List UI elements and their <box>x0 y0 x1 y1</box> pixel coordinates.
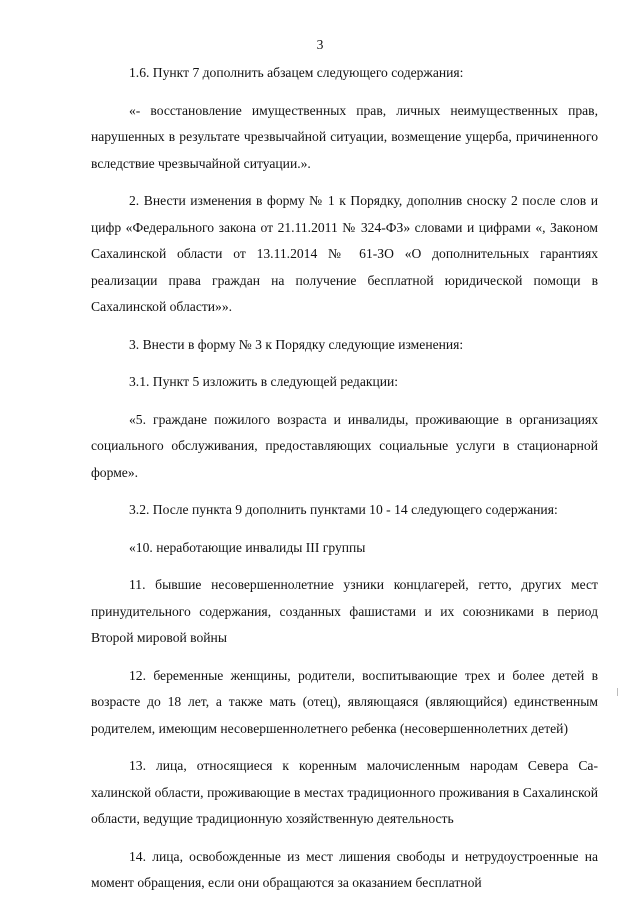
list-item-13: 13. лица, относящиеся к коренным малочисленным народам Севера Сахалинской области, проживающие в местах традиционного проживания в Сахалинской области, ведущие традиционную хозяйственную деятельность <box>91 758 598 826</box>
paragraph-1-6: 1.6. Пункт 7 дополнить абзацем следующего содержания: <box>129 65 464 80</box>
scan-margin-mark <box>617 688 618 696</box>
paragraph-3-2: 3.2. После пункта 9 дополнить пунктами 10 - 14 следующего содержания: <box>129 502 558 517</box>
list-item-11: 11. бывшие несовершеннолетние узники концлагерей, гетто, других мест принудительного содержания, созданных фашистами и их союзниками в период Второй мировой войны <box>91 577 598 645</box>
list-item-12: 12. беременные женщины, родители, воспитывающие трех и более детей в возрасте до 18 лет, а также мать (отец), являющаяся (являющийся) единственным родителем, имеющим несовершеннолетнего ребенка (несовершеннолетних детей) <box>91 667 598 736</box>
paragraph-3: 3. Внести в форму № 3 к Порядку следующие изменения: <box>129 336 464 352</box>
list-item-10: «10. неработающие инвалиды III группы <box>129 539 366 555</box>
paragraph-3-1-text: «5. граждане пожилого возраста и инвалиды, проживающие в организациях социального обслуживания, предоставляющих социальные услуги в стационарной форме». <box>91 411 598 480</box>
list-item-14: 14. лица, освобожденные из мест лишения свободы и нетрудоустроенные на момент обращения, если они обращаются за оказанием бесплатной <box>91 848 598 890</box>
paragraph-2: 2. Внести изменения в форму № 1 к Порядку, дополнив сноску 2 после слов и цифр «Федерального закона от 21.11.2011 № 324-ФЗ» словами и цифрами «, Законом Сахалинской области от 13.11.2014 № 61-ЗО «О дополнительных гарантиях реализации права граждан на получение бесплатной юридической помощи в Сахалинской области»». <box>91 193 598 314</box>
paragraph-3-1: 3.1. Пункт 5 изложить в следующей редакции: <box>129 374 399 389</box>
document-body <box>91 60 598 908</box>
paragraph-1-6-text: «- восстановление имущественных прав, личных неимущественных прав, нарушенных в результате чрезвычайной ситуации, возмещение ущерба, причиненного вследствие чрезвычайной ситуации.». <box>91 102 598 171</box>
page-number: 3 <box>316 37 324 52</box>
